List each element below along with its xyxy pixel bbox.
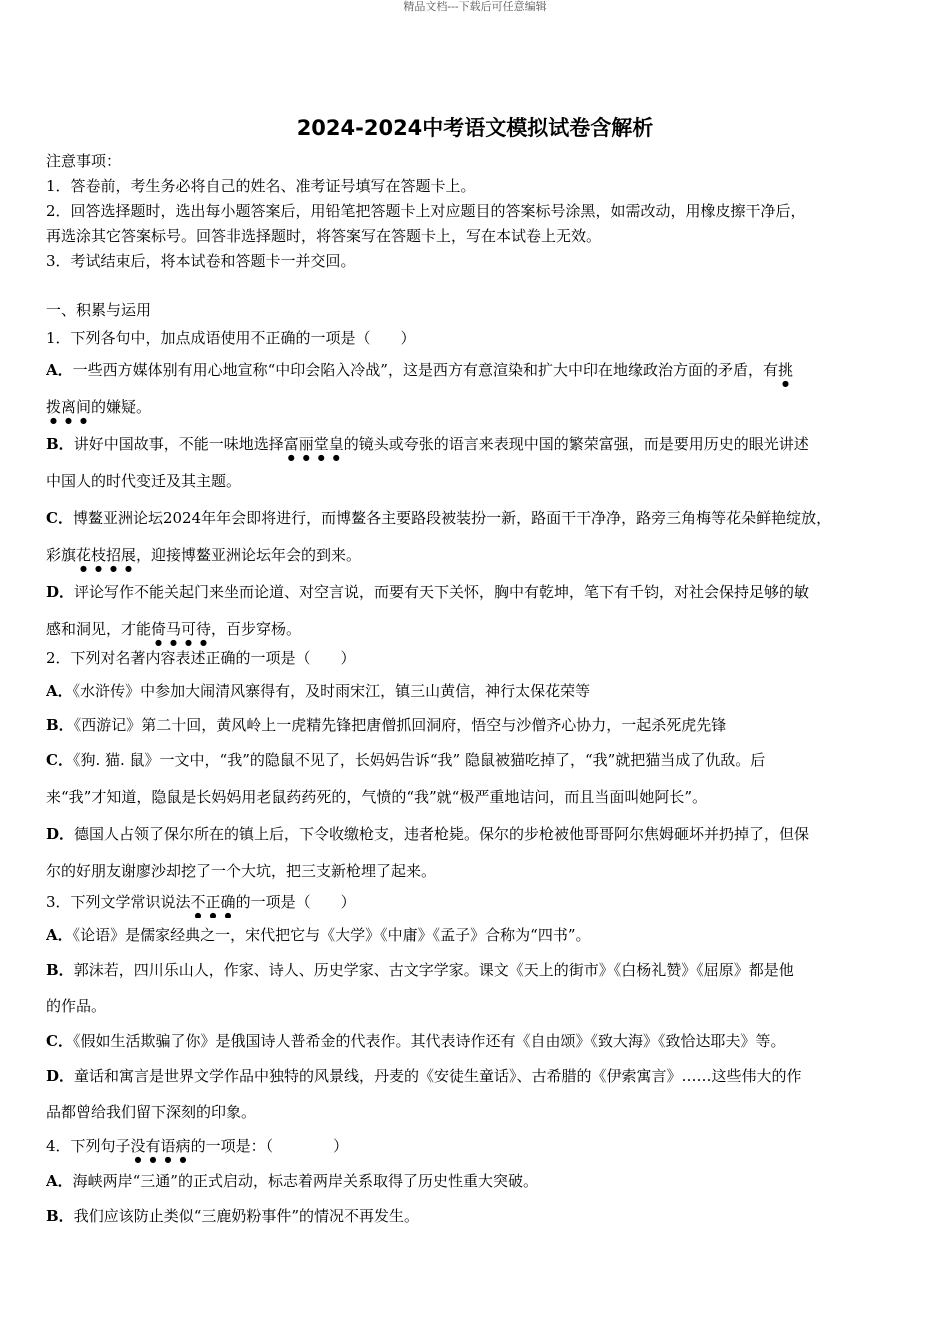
q3-option-c <box>46 1024 908 1058</box>
option-label: D． <box>46 583 75 601</box>
option-text: 我们应该防止类似“三鹿奶粉事件”的情况不再发生。 <box>73 1207 420 1225</box>
notice-line: 2．回答选择题时，选出每小题答案后，用铅笔把答题卡上对应题目的答案标号涂黑，如需改动，用橡皮擦干净后， <box>46 202 806 220</box>
notice-line: 1．答卷前，考生务必将自己的姓名、准考证号填写在答题卡上。 <box>46 177 476 195</box>
option-label: B． <box>46 961 74 979</box>
question-4 <box>46 1129 908 1233</box>
header-note: 精品文档---下载后可任意编辑 <box>403 0 547 13</box>
q3-option-d-line1 <box>46 1058 908 1095</box>
stem-text: 3．下列文学常识说法 <box>46 893 191 911</box>
option-text: 评论写作不能关起门来坐而论道、对空言说，而要有天下关怀，胸中有乾坤，笔下有千钧，对社会保持足够的敏 <box>74 583 810 601</box>
question-3-stem <box>46 886 908 918</box>
notice-line: 再选涂其它答案标号。回答非选择题时，将答案写在答题卡上，写在本试卷上无效。 <box>46 227 602 245</box>
q3-option-b-line2: 的作品。 <box>46 997 107 1015</box>
q2-option-a <box>46 674 908 708</box>
option-text: 讲好中国故事，不能一味地选择 <box>73 435 284 453</box>
stem-text: 的一项是：（ ） <box>190 1137 349 1155</box>
question-3 <box>46 886 908 1129</box>
option-label: B． <box>46 1207 74 1225</box>
dotted-idiom: 挑 <box>777 361 793 379</box>
option-text: 博鳌亚洲论坛2024年年会即将进行，而博鳌各主要路段被装扮一新，路面干干净净，路旁三角梅等花朵鲜艳绽放， <box>72 509 832 527</box>
option-text: 彩旗 <box>46 546 77 564</box>
dotted-idiom: 花枝招展 <box>76 546 137 564</box>
q1-option-b-line2: 中国人的时代变迁及其主题。 <box>46 472 242 490</box>
question-1-stem: 1．下列各句中，加点成语使用不正确的一项是（ ） <box>46 329 416 347</box>
option-text: 《假如生活欺骗了你》是俄国诗人普希金的代表作。其代表诗作还有《自由颂》《致大海》《致恰达耶夫》等。 <box>72 1032 786 1050</box>
q2-option-d-line1 <box>46 816 908 853</box>
notice-line: 3．考试结束后，将本试卷和答题卡一并交回。 <box>46 252 356 270</box>
section-heading: 一、积累与运用 <box>46 301 152 319</box>
q2-option-c-line1 <box>46 742 908 779</box>
q4-option-b <box>46 1199 908 1233</box>
q1-option-a-line2 <box>46 389 908 426</box>
notice-section <box>46 149 908 274</box>
option-label: C． <box>46 1032 73 1050</box>
option-text: 一些西方媒体别有用心地宣称“中印会陷入冷战”，这是西方有意渲染和扩大中印在地缘政治方面的矛盾，有 <box>72 361 778 379</box>
option-label: A． <box>46 926 73 944</box>
option-text: 《西游记》第二十回，黄风岭上一虎精先锋把唐僧抓回洞府，悟空与沙僧齐心协力，一起杀死虎先锋 <box>73 716 727 734</box>
option-text: 童话和寓言是世界文学作品中独特的风景线，丹麦的《安徒生童话》、古希腊的《伊索寓言》……这些伟大的作 <box>74 1067 802 1085</box>
option-text: 德国人占领了保尔所在的镇上后，下令收缴枪支，违者枪毙。保尔的步枪被他哥哥阿尔焦姆砸坏并扔掉了，但保 <box>74 825 810 843</box>
option-label: C． <box>46 509 73 527</box>
option-label: A． <box>46 1172 73 1190</box>
option-text: 海峡两岸“三通”的正式启动，标志着两岸关系取得了历史性重大突破。 <box>72 1172 538 1190</box>
q2-option-c-line2: 来“我”才知道，隐鼠是长妈妈用老鼠药药死的，气愤的“我”就“极严重地诘问，而且当面叫她阿长”。 <box>46 788 708 806</box>
option-text: 感和洞见，才能 <box>46 620 152 638</box>
q2-option-d-line2: 尔的好朋友谢廖沙却挖了一个大坑，把三支新枪埋了起来。 <box>46 862 437 880</box>
option-text: 《狗. 猫. 鼠》一文中，“我”的隐鼠不见了，长妈妈告诉“我” 隐鼠被猫吃掉了，“我”就把猫当成了仇敌。后 <box>72 751 766 769</box>
question-2-stem: 2．下列对名著内容表述正确的一项是（ ） <box>46 649 356 667</box>
option-label: B． <box>46 716 74 734</box>
q1-option-c-line2 <box>46 537 908 574</box>
option-text: 的镜头或夸张的语言来表现中国的繁荣富强，而是要用历史的眼光讲述 <box>343 435 809 453</box>
q1-option-b-line1 <box>46 426 908 463</box>
q4-option-a <box>46 1163 908 1199</box>
option-label: D． <box>46 1067 75 1085</box>
option-label: A． <box>46 361 73 379</box>
dotted-idiom: 拨离间 <box>46 398 92 416</box>
dotted-idiom: 倚马可待 <box>151 620 212 638</box>
notice-heading: 注意事项： <box>46 152 122 170</box>
option-text: 《水浒传》中参加大闹清风寨得有，及时雨宋江，镇三山黄信，神行太保花荣等 <box>72 682 591 700</box>
option-label: C． <box>46 751 73 769</box>
option-text: ，迎接博鳌亚洲论坛年会的到来。 <box>136 546 362 564</box>
page-title: 2024-2024中考语文模拟试卷含解析 <box>296 116 654 140</box>
question-2 <box>46 642 908 890</box>
option-text: 《论语》是儒家经典之一，宋代把它与《大学》《中庸》《孟子》合称为“四书”。 <box>72 926 591 944</box>
option-label: A． <box>46 682 73 700</box>
q1-option-d-line1 <box>46 574 908 611</box>
dotted-idiom: 富丽堂皇 <box>283 435 344 453</box>
q3-option-a <box>46 918 908 952</box>
q3-option-d-line2: 品都曾给我们留下深刻的印象。 <box>46 1103 257 1121</box>
section-heading-block <box>46 296 908 352</box>
q3-option-b-line1 <box>46 952 908 989</box>
q2-option-b <box>46 708 908 742</box>
question-4-stem <box>46 1129 908 1163</box>
q1-option-c-line1 <box>46 500 908 537</box>
q1-option-a-line1 <box>46 352 908 389</box>
option-text: ，百步穿杨。 <box>211 620 302 638</box>
option-text: 的嫌疑。 <box>91 398 152 416</box>
dotted-emphasis: 没有语病 <box>130 1137 191 1155</box>
option-label: D． <box>46 825 75 843</box>
question-1-options <box>46 352 908 648</box>
stem-text: 4．下列句子 <box>46 1137 131 1155</box>
stem-text: 的一项是（ ） <box>235 893 356 911</box>
dotted-emphasis: 不正确 <box>190 893 236 911</box>
option-label: B． <box>46 435 74 453</box>
option-text: 郭沫若，四川乐山人，作家、诗人、历史学家、古文字学家。课文《天上的街市》《白杨礼赞》《屈原》都是他 <box>73 961 794 979</box>
